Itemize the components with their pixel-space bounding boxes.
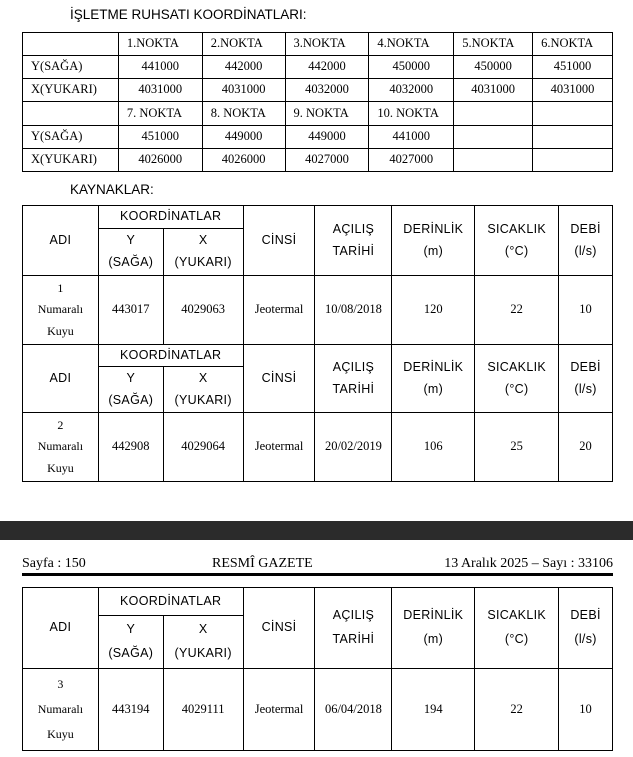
well-name: 1 Numaralı Kuyu	[23, 276, 99, 345]
well-x: 4029063	[163, 276, 243, 345]
col-header-adi: ADI	[23, 588, 99, 669]
col-header-acilis-tarihi: AÇILIŞ TARİHİ	[315, 345, 392, 413]
table-row	[23, 669, 613, 751]
x-value: 4027000	[285, 149, 369, 172]
x-value: 4026000	[202, 149, 285, 172]
x-label: X(YUKARI)	[23, 79, 119, 102]
page-break-bar	[0, 521, 633, 540]
table-row	[23, 413, 613, 482]
y-value: 450000	[454, 56, 533, 79]
table-row	[23, 79, 613, 102]
col-header-sicaklik: SICAKLIK (°C)	[475, 345, 559, 413]
col-header-acilis-tarihi: AÇILIŞ TARİHİ	[315, 206, 392, 276]
point-header: 1.NOKTA	[118, 33, 202, 56]
empty-cell	[533, 149, 613, 172]
x-value: 4031000	[202, 79, 285, 102]
point-header: 2.NOKTA	[202, 33, 285, 56]
x-value: 4032000	[369, 79, 454, 102]
col-header-y: Y (SAĞA)	[98, 367, 163, 413]
empty-cell	[23, 102, 119, 126]
well-x: 4029064	[163, 413, 243, 482]
y-value: 449000	[285, 126, 369, 149]
table-header-row	[23, 345, 613, 367]
col-header-x: X (YUKARI)	[163, 616, 243, 669]
point-header: 6.NOKTA	[533, 33, 613, 56]
well-tarih: 20/02/2019	[315, 413, 392, 482]
x-value: 4032000	[285, 79, 369, 102]
col-header-koordinatlar: KOORDİNATLAR	[98, 345, 243, 367]
x-value: 4026000	[118, 149, 202, 172]
y-value: 441000	[369, 126, 454, 149]
col-header-y: Y (SAĞA)	[98, 616, 163, 669]
section-title-coordinates: İŞLETME RUHSATI KOORDİNATLARI:	[70, 7, 307, 22]
y-value: 451000	[118, 126, 202, 149]
table-row	[23, 33, 613, 56]
table-row	[23, 276, 613, 345]
col-header-cinsi: CİNSİ	[243, 206, 315, 276]
sources-table-continued	[22, 587, 613, 751]
well-derinlik: 120	[392, 276, 475, 345]
col-header-adi: ADI	[23, 206, 99, 276]
x-label: X(YUKARI)	[23, 149, 119, 172]
col-header-derinlik: DERİNLİK (m)	[392, 345, 475, 413]
y-value: 449000	[202, 126, 285, 149]
page-number: Sayfa : 150	[22, 556, 86, 571]
point-header: 9. NOKTA	[285, 102, 369, 126]
y-label: Y(SAĞA)	[23, 56, 119, 79]
well-debi: 20	[559, 413, 613, 482]
x-value: 4031000	[454, 79, 533, 102]
col-header-debi: DEBİ (l/s)	[559, 345, 613, 413]
x-value: 4031000	[533, 79, 613, 102]
x-value: 4031000	[118, 79, 202, 102]
col-header-koordinatlar: KOORDİNATLAR	[98, 588, 243, 616]
col-header-cinsi: CİNSİ	[243, 588, 315, 669]
point-header: 7. NOKTA	[118, 102, 202, 126]
empty-cell	[454, 102, 533, 126]
empty-cell	[533, 126, 613, 149]
empty-cell	[454, 126, 533, 149]
col-header-sicaklik: SICAKLIK (°C)	[475, 588, 559, 669]
point-header: 8. NOKTA	[202, 102, 285, 126]
col-header-y: Y (SAĞA)	[98, 229, 163, 276]
well-debi: 10	[559, 276, 613, 345]
issue-date: 13 Aralık 2025 – Sayı : 33106	[444, 556, 613, 571]
well-name: 3 Numaralı Kuyu	[23, 669, 99, 751]
table-row	[23, 126, 613, 149]
well-cinsi: Jeotermal	[243, 413, 315, 482]
well-tarih: 06/04/2018	[315, 669, 392, 751]
table-row	[23, 149, 613, 172]
header-rule	[22, 573, 613, 576]
well-derinlik: 194	[392, 669, 475, 751]
empty-cell	[454, 149, 533, 172]
col-header-adi: ADI	[23, 345, 99, 413]
section-title-sources: KAYNAKLAR:	[70, 182, 154, 197]
table-header-row	[23, 588, 613, 616]
well-y: 443017	[98, 276, 163, 345]
empty-cell	[23, 33, 119, 56]
well-sicaklik: 25	[475, 413, 559, 482]
empty-cell	[533, 102, 613, 126]
well-x: 4029111	[163, 669, 243, 751]
col-header-debi: DEBİ (l/s)	[559, 206, 613, 276]
x-value: 4027000	[369, 149, 454, 172]
sources-table	[22, 205, 613, 482]
point-header: 4.NOKTA	[369, 33, 454, 56]
well-y: 442908	[98, 413, 163, 482]
well-tarih: 10/08/2018	[315, 276, 392, 345]
col-header-cinsi: CİNSİ	[243, 345, 315, 413]
point-header: 3.NOKTA	[285, 33, 369, 56]
well-cinsi: Jeotermal	[243, 276, 315, 345]
license-coordinates-table	[22, 32, 613, 172]
gazette-title: RESMÎ GAZETE	[212, 556, 313, 571]
y-value: 451000	[533, 56, 613, 79]
col-header-sicaklik: SICAKLIK (°C)	[475, 206, 559, 276]
well-name: 2 Numaralı Kuyu	[23, 413, 99, 482]
well-sicaklik: 22	[475, 276, 559, 345]
well-derinlik: 106	[392, 413, 475, 482]
table-row	[23, 102, 613, 126]
well-sicaklik: 22	[475, 669, 559, 751]
col-header-derinlik: DERİNLİK (m)	[392, 588, 475, 669]
col-header-acilis-tarihi: AÇILIŞ TARİHİ	[315, 588, 392, 669]
y-value: 442000	[202, 56, 285, 79]
col-header-derinlik: DERİNLİK (m)	[392, 206, 475, 276]
y-value: 442000	[285, 56, 369, 79]
y-value: 450000	[369, 56, 454, 79]
point-header: 10. NOKTA	[369, 102, 454, 126]
y-value: 441000	[118, 56, 202, 79]
y-label: Y(SAĞA)	[23, 126, 119, 149]
col-header-x: X (YUKARI)	[163, 367, 243, 413]
well-cinsi: Jeotermal	[243, 669, 315, 751]
table-row	[23, 56, 613, 79]
well-debi: 10	[559, 669, 613, 751]
col-header-debi: DEBİ (l/s)	[559, 588, 613, 669]
point-header: 5.NOKTA	[454, 33, 533, 56]
table-header-row	[23, 206, 613, 229]
col-header-x: X (YUKARI)	[163, 229, 243, 276]
well-y: 443194	[98, 669, 163, 751]
col-header-koordinatlar: KOORDİNATLAR	[98, 206, 243, 229]
